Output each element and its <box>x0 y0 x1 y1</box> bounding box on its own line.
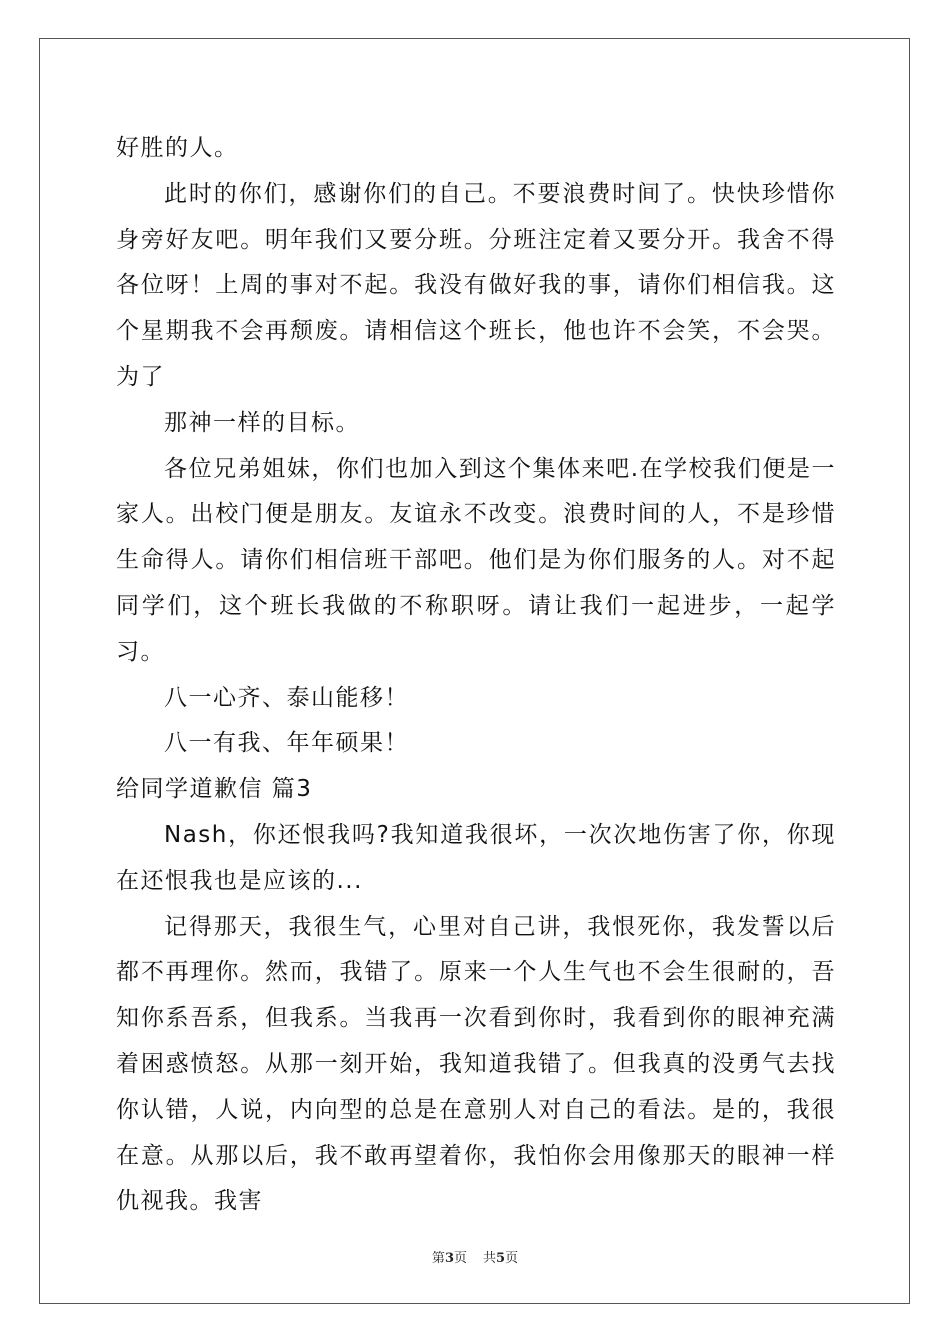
paragraph: 八一心齐、泰山能移！ <box>164 684 409 711</box>
document-body <box>116 126 836 1225</box>
paragraph: Nash，你还恨我吗?我知道我很坏，一次次地伤害了你，你现在还恨我也是应该的... <box>116 821 836 894</box>
page-prefix: 第 <box>431 1251 445 1266</box>
paragraph: 记得那天，我很生气，心里对自己讲，我恨死你，我发誓以后都不再理你。然而，我错了。原来一个人生气也不会生很耐的，吾知你系吾系，但我系。当我再一次看到你时，我看到你的眼神充满着困惑愤怒。从那一刻开始，我知道我错了。但我真的没勇气去找你认错，人说，内向型的总是在意别人对自己的看法。是的，我很在意。从那以后，我不敢再望着你，我怕你会用像那天的眼神一样仇视我。我害 <box>116 913 836 1215</box>
paragraph: 此时的你们，感谢你们的自己。不要浪费时间了。快快珍惜你身旁好友吧。明年我们又要分班。分班注定着又要分开。我舍不得各位呀！上周的事对不起。我没有做好我的事，请你们相信我。这个星期我不会再颓废。请相信这个班长，他也许不会笑，不会哭。为了 <box>116 180 836 390</box>
section-heading: 给同学道歉信 篇3 <box>116 776 313 803</box>
page-footer <box>0 1247 950 1266</box>
paragraph: 各位兄弟姐妹，你们也加入到这个集体来吧.在学校我们便是一家人。出校门便是朋友。友谊永不改变。浪费时间的人，不是珍惜生命得人。请你们相信班干部吧。他们是为你们服务的人。对不起同学们，这个班长我做的不称职呀。请让我们一起进步，一起学习。 <box>116 455 836 665</box>
total-suffix: 页 <box>505 1251 519 1266</box>
total-pages: 5 <box>496 1251 506 1266</box>
paragraph: 八一有我、年年硕果！ <box>164 730 409 757</box>
total-prefix: 共 <box>483 1251 497 1266</box>
page-number: 3 <box>444 1251 454 1266</box>
paragraph: 好胜的人。 <box>116 135 239 161</box>
paragraph: 那神一样的目标。 <box>164 409 360 436</box>
page-suffix: 页 <box>453 1251 467 1266</box>
